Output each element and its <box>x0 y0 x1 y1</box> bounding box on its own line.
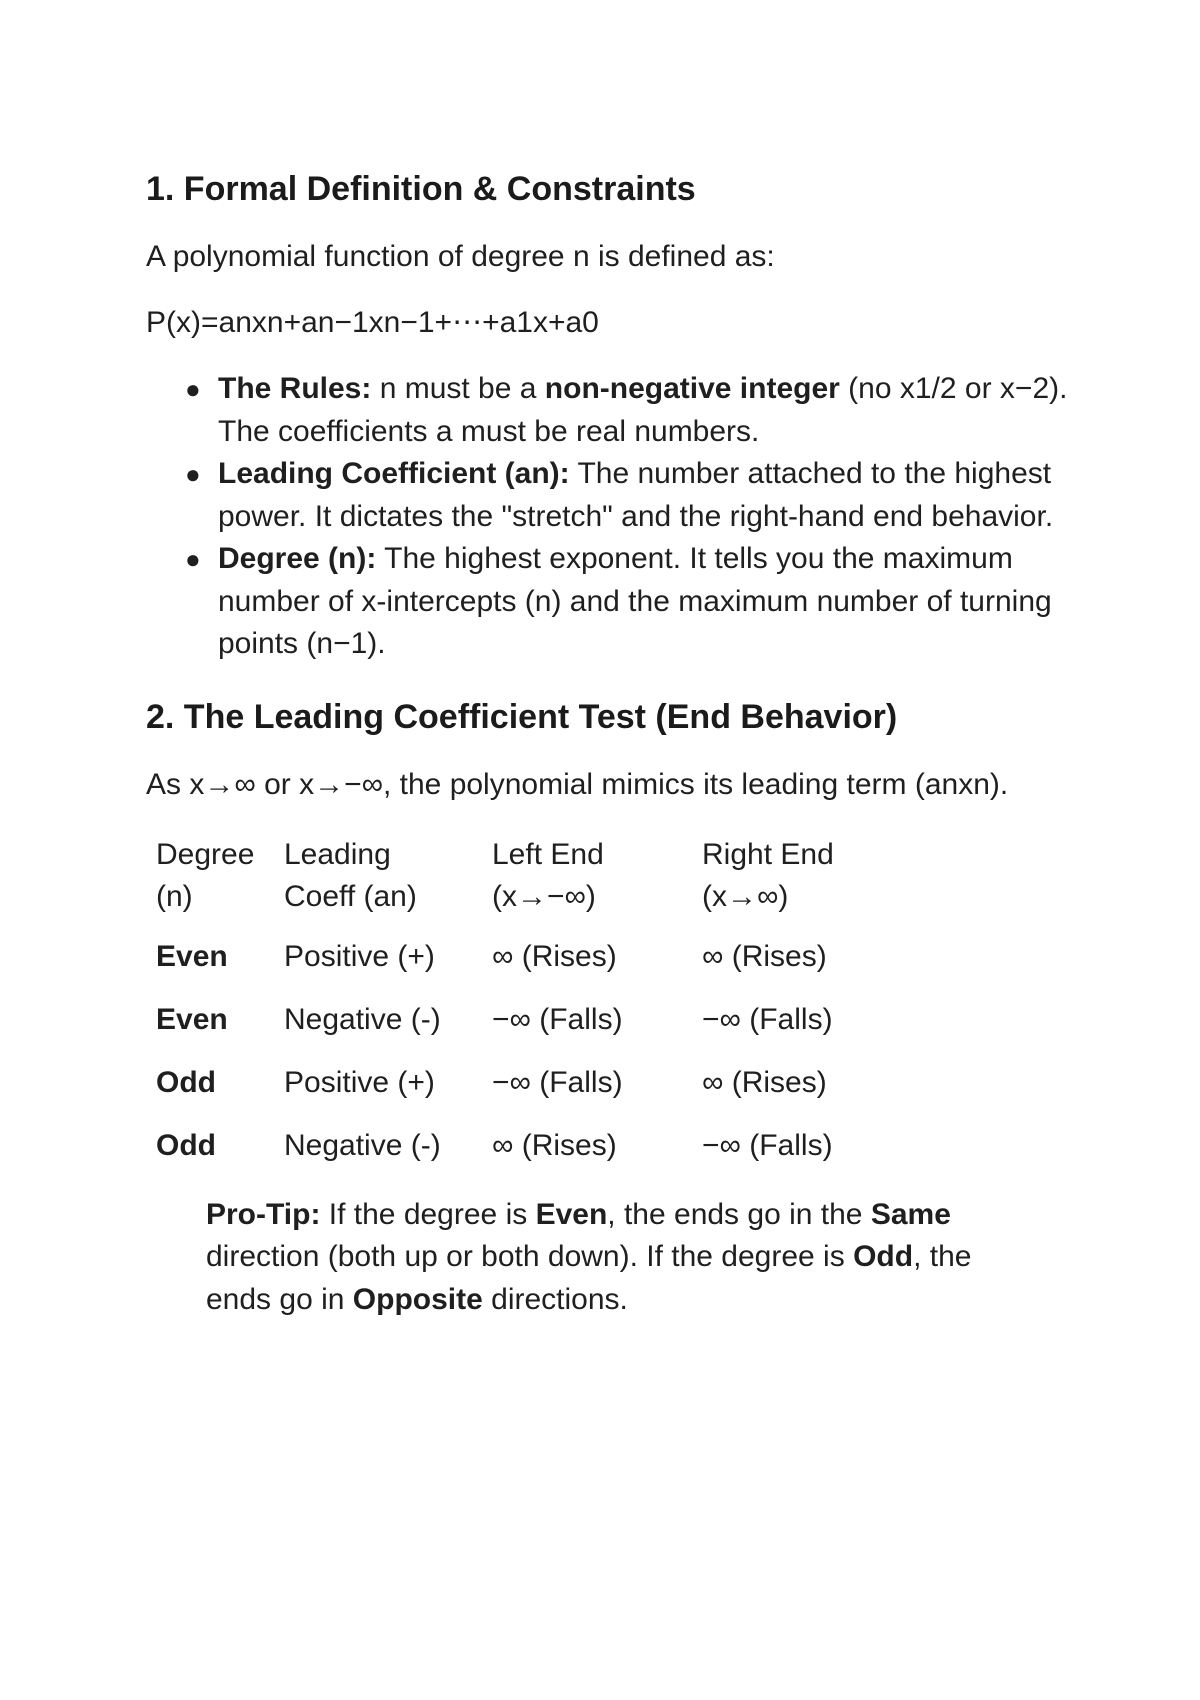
cell-right-end: −∞ (Falls) <box>702 1002 833 1036</box>
bullet-label: Leading Coefficient (an): <box>218 457 570 490</box>
pro-tip-text: , the ends go in <box>206 1240 972 1316</box>
cell-degree: Even <box>156 939 228 973</box>
pro-tip-text: If the degree is <box>320 1197 536 1231</box>
section-2-heading: 2. The Leading Coefficient Test (End Behavior) <box>146 697 898 736</box>
header-leading-coeff: Leading Coeff (an) <box>284 837 417 913</box>
cell-right-end: −∞ (Falls) <box>702 1128 833 1162</box>
header-left-end: Left End (x→−∞) <box>492 837 604 913</box>
table-row <box>146 999 902 1062</box>
bullet-strong: non-negative integer <box>544 372 840 405</box>
pro-tip-strong: Odd <box>853 1240 914 1273</box>
pro-tip-text: directions. <box>482 1282 628 1316</box>
pro-tip-text: direction (both up or both down). If the degree is <box>206 1240 854 1273</box>
cell-left-end: ∞ (Rises) <box>492 939 617 973</box>
pro-tip-strong: Same <box>870 1197 951 1231</box>
list-item-leading-coefficient <box>185 453 1072 538</box>
bullet-dot-icon: ● <box>185 374 201 404</box>
cell-coeff: Negative (-) <box>284 1128 441 1162</box>
bullet-text: (no x1/2 or x−2). The coefficients a must be real numbers. <box>218 372 1068 448</box>
section-1-intro: A polynomial function of degree n is defined as: <box>146 240 775 273</box>
cell-left-end: −∞ (Falls) <box>492 1002 623 1036</box>
section-1-heading: 1. Formal Definition & Constraints <box>146 170 696 208</box>
pro-tip-strong: Opposite <box>352 1282 483 1316</box>
cell-degree: Even <box>156 1002 228 1036</box>
cell-degree: Odd <box>156 1065 216 1099</box>
bullet-label: The Rules: <box>218 372 372 405</box>
cell-right-end: ∞ (Rises) <box>702 1065 827 1099</box>
table-row <box>146 936 902 999</box>
section-2-intro: As x→∞ or x→−∞, the polynomial mimics its leading term (anxn). <box>146 767 1009 801</box>
pro-tip-label: Pro-Tip: <box>206 1197 321 1231</box>
bullet-label: Degree (n): <box>218 542 377 575</box>
list-item-degree <box>185 538 1072 666</box>
polynomial-formula: P(x)=anxn+an−1xn−1+⋯+a1x+a0 <box>146 306 599 339</box>
bullet-text: n must be a <box>371 372 545 405</box>
table-row <box>146 1062 902 1125</box>
bullet-text: The number attached to the highest power. It dictates the "stretch" and the right-hand end behavior. <box>218 457 1054 533</box>
pro-tip-text: , the ends go in the <box>607 1197 871 1231</box>
end-behavior-table <box>146 834 902 1188</box>
cell-coeff: Positive (+) <box>284 939 435 973</box>
table-header-row <box>146 834 902 936</box>
cell-coeff: Negative (-) <box>284 1002 441 1036</box>
cell-left-end: ∞ (Rises) <box>492 1128 617 1162</box>
cell-coeff: Positive (+) <box>284 1065 435 1099</box>
header-right-end: Right End (x→∞) <box>702 837 834 913</box>
list-item-rules <box>185 368 1072 453</box>
pro-tip-strong: Even <box>535 1197 608 1231</box>
header-degree: Degree (n) <box>156 837 255 913</box>
cell-degree: Odd <box>156 1128 216 1162</box>
table-row <box>146 1125 902 1188</box>
cell-left-end: −∞ (Falls) <box>492 1065 623 1099</box>
bullet-text: The highest exponent. It tells you the maximum number of x-intercepts (n) and the maximum number of turning points (n−1). <box>218 542 1052 660</box>
pro-tip <box>206 1194 1006 1322</box>
bullet-dot-icon: ● <box>185 544 201 574</box>
bullet-dot-icon: ● <box>185 459 201 489</box>
cell-right-end: ∞ (Rises) <box>702 939 827 973</box>
rules-list <box>146 368 1072 666</box>
